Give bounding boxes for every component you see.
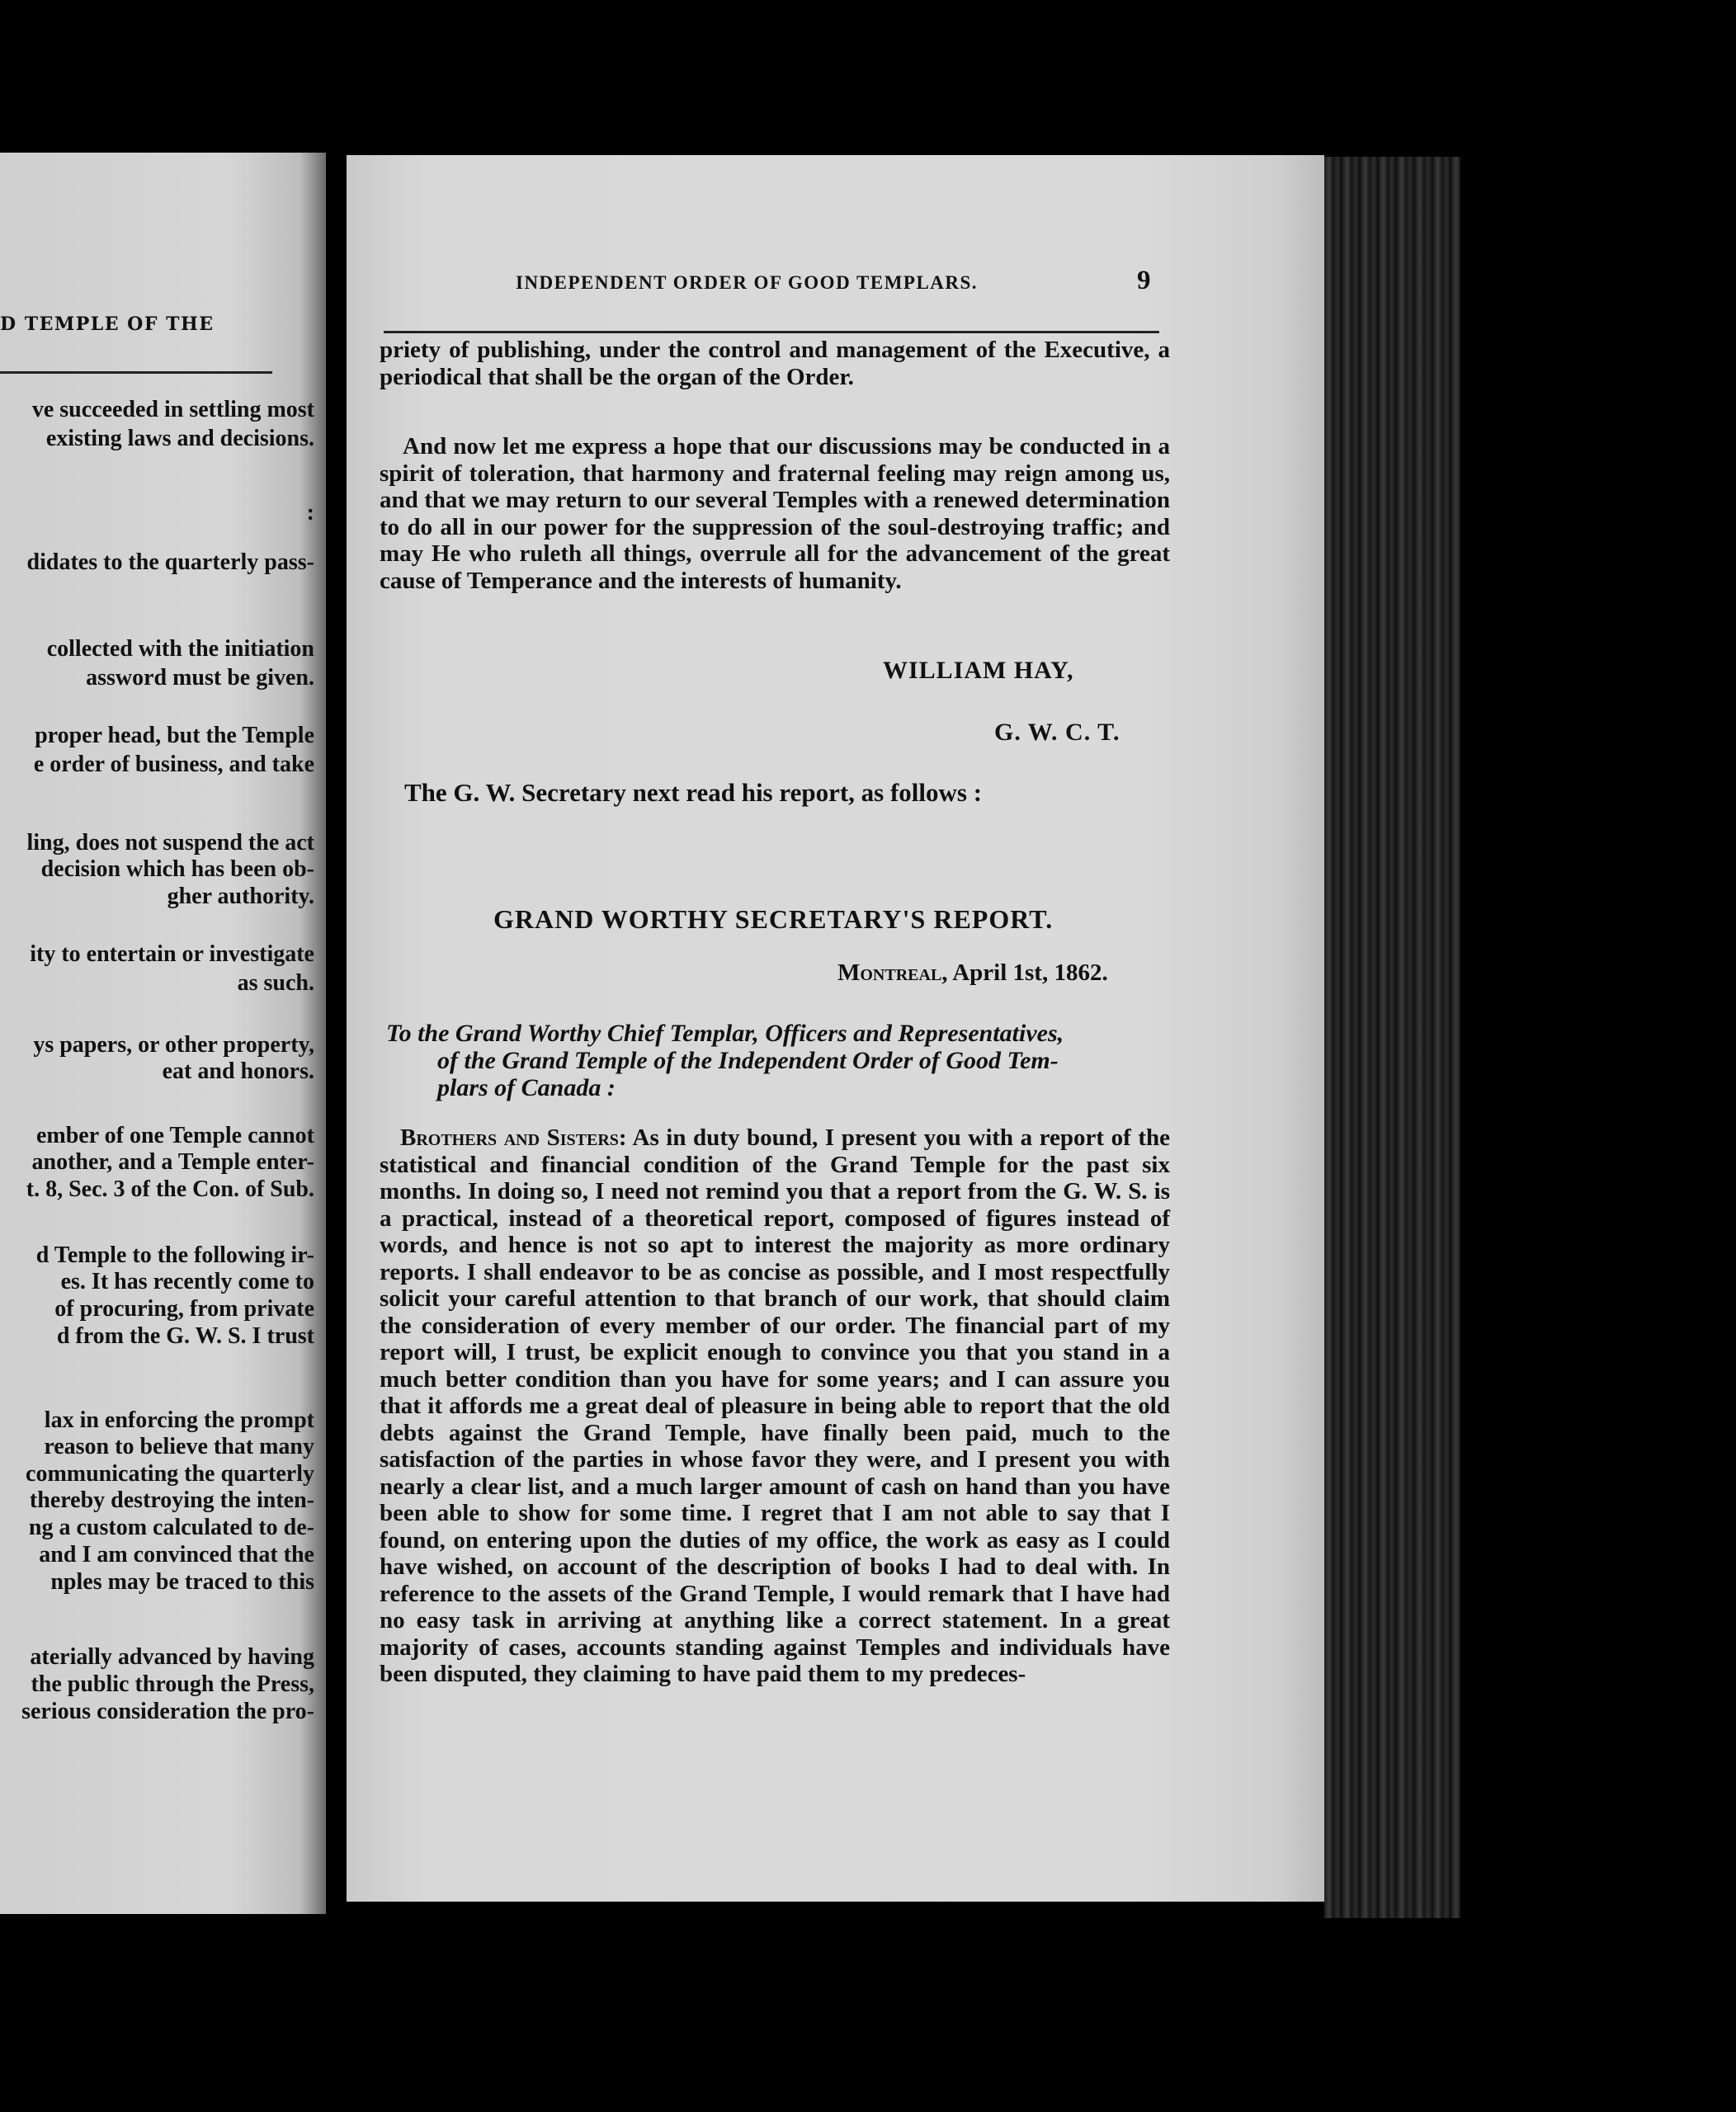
left-page-line: nples may be traced to this	[50, 1569, 314, 1595]
report-address	[386, 1020, 1170, 1101]
address-line-2: of the Grand Temple of the Independent Order of Good Tem-	[437, 1047, 1059, 1074]
page-edges	[1324, 157, 1460, 1918]
left-page-line: aterially advanced by having	[30, 1644, 314, 1670]
dateline-date: April 1st, 1862.	[952, 959, 1108, 986]
left-running-head: D TEMPLE OF THE	[0, 314, 215, 335]
left-page-line: e order of business, and take	[33, 752, 314, 777]
left-page-line: ys papers, or other property,	[33, 1032, 314, 1058]
left-page-line: assword must be given.	[86, 665, 314, 691]
left-page-line: communicating the quarterly	[26, 1461, 314, 1487]
paragraph-report-body-text	[380, 1124, 1170, 1688]
left-page-line: proper head, but the Temple	[35, 723, 314, 748]
left-page-line: ve succeeded in settling most	[31, 397, 314, 422]
left-page-line: lax in enforcing the prompt	[44, 1407, 314, 1433]
running-head: INDEPENDENT ORDER OF GOOD TEMPLARS.	[516, 272, 979, 293]
left-page-line: decision which has been ob-	[40, 856, 314, 882]
left-page-line: collected with the initiation	[46, 636, 314, 662]
header-rule	[384, 331, 1159, 333]
left-facing-page	[0, 153, 326, 1914]
left-page-line: serious consideration the pro-	[21, 1699, 314, 1724]
left-page-line: ity to entertain or investigate	[30, 941, 314, 967]
left-page-line: and I am convinced that the	[39, 1542, 314, 1568]
left-page-line: existing laws and decisions.	[45, 426, 314, 451]
left-page-line: ling, does not suspend the act	[26, 830, 314, 856]
left-page-line: ember of one Temple cannot	[35, 1123, 314, 1148]
left-page-line: didates to the quarterly pass-	[26, 549, 314, 575]
paragraph-publishing-text: priety of publishing, under the control and management of the Executive, a periodical that shall be the organ of the Order.	[380, 337, 1170, 390]
left-page-line: another, and a Temple enter-	[31, 1149, 314, 1175]
left-page-line: eat and honors.	[162, 1058, 314, 1084]
report-body: As in duty bound, I present you with a report of the statistical and financial condition of the Grand Temple for the past six months. In doing so, I need not remind you that a report from the G. W. S. is a practical, instead of a theoretical report, composed of figures instead of words, and hence is not so apt to interest the majority as more ordinary reports. I shall endeavor to be as concise as possible, and I most respectfully solicit your careful attention to that branch of our work, that should claim the consideration of every member of our order. The financial part of my report will, I trust, be explicit enough to convince you that you stand in a much better condition than you have for some years; and I can assure you that it affords me a great deal of pleasure in being able to report that the old debts against the Grand Temple, have finally been paid, much to the satisfaction of the parties in whose favor they were, and I present you with nearly a clear list, and a much larger amount of cash on hand than you have been able to show for some time. I regret that I am not able to say that I found, on entering upon the duties of my office, the work as easy as I could have wished, on account of the description of books I had to deal with. In reference to the assets of the Grand Temple, I would remark that I have had no easy task in arriving at anything like a correct statement. In a great majority of cases, accounts standing against Temples and individuals have been disputed, they claiming to have paid them to my predeces-	[380, 1124, 1170, 1687]
left-page-line: d from the G. W. S. I trust	[56, 1323, 314, 1349]
signature-title: G. W. C. T.	[994, 719, 1120, 746]
main-page	[347, 155, 1324, 1902]
left-page-line: thereby destroying the inten-	[29, 1487, 314, 1513]
left-page-line: gher authority.	[167, 884, 314, 909]
paragraph-report-body	[380, 1124, 1170, 1688]
left-page-line: t. 8, Sec. 3 of the Con. of Sub.	[26, 1176, 314, 1202]
left-page-line: reason to believe that many	[44, 1434, 314, 1459]
signature-name: WILLIAM HAY,	[883, 657, 1074, 684]
left-page-line: ng a custom calculated to de-	[28, 1515, 314, 1540]
left-page-line: the public through the Press,	[31, 1671, 314, 1697]
left-page-line: of procuring, from private	[54, 1296, 314, 1322]
dateline	[837, 959, 1108, 987]
salutation: Brothers and Sisters:	[400, 1124, 627, 1151]
left-page-line: d Temple to the following ir-	[35, 1242, 314, 1268]
secretary-intro-line: The G. W. Secretary next read his report, as follows :	[404, 778, 983, 807]
address-line-1: To the Grand Worthy Chief Templar, Officers and Representatives,	[386, 1020, 1064, 1047]
left-page-line: es. It has recently come to	[60, 1269, 314, 1294]
left-page-line: as such.	[237, 970, 314, 996]
address-line-3: plars of Canada :	[437, 1074, 616, 1101]
left-page-line: :	[306, 500, 314, 526]
left-header-rule	[0, 371, 272, 374]
paragraph-closing-hope-text: And now let me express a hope that our discussions may be conducted in a spirit of toleration, that harmony and fraternal feeling may reign among us, and that we may return to our several Temples with a renewed determination to do all in our power for the suppression of the soul-destroying traffic; and may He who ruleth all things, overrule all for the advancement of the great cause of Temperance and the interests of humanity.	[380, 433, 1170, 594]
paragraph-publishing	[380, 337, 1170, 390]
page-number: 9	[1137, 266, 1151, 295]
dateline-place: Montreal,	[837, 959, 948, 986]
report-heading: GRAND WORTHY SECRETARY'S REPORT.	[493, 904, 1054, 934]
paragraph-closing-hope	[380, 433, 1170, 594]
